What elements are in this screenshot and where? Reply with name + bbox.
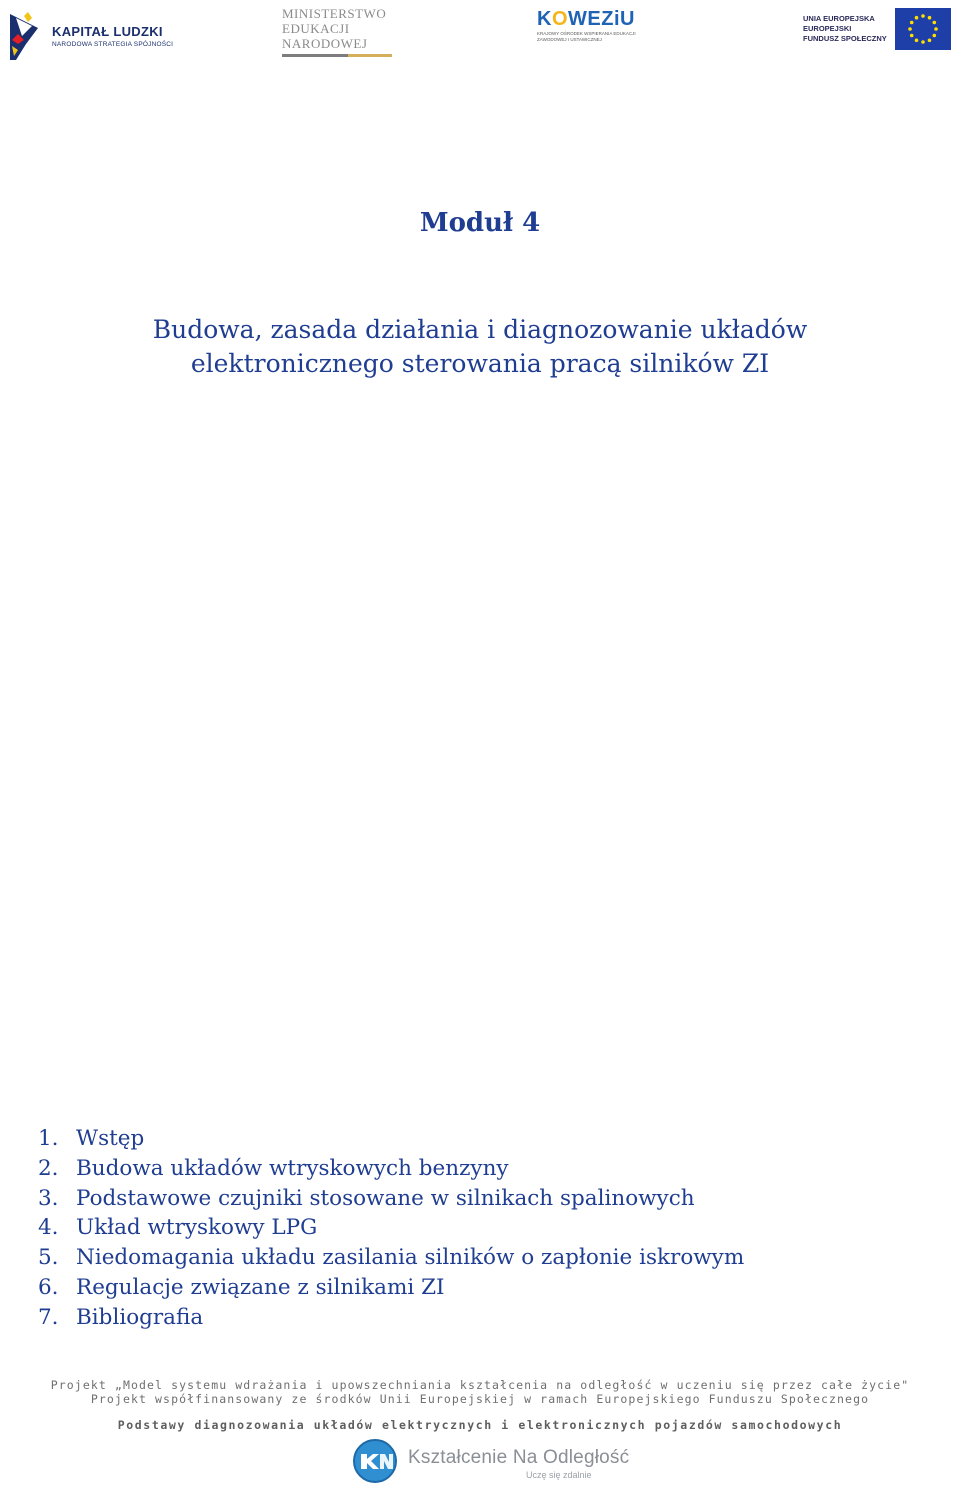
eu-star-icon: [932, 34, 936, 38]
logo-bar: [0, 0, 960, 70]
ministerstwo-logo: [282, 6, 392, 57]
footer-funding-line: Projekt współfinansowany ze środków Unii Europejskiej w ramach Europejskiego Funduszu Społecznego: [90, 1392, 870, 1406]
kapital-ludzki-subtitle: NARODOWA STRATEGIA SPÓJNOŚCI: [52, 41, 174, 48]
eu-star-icon: [932, 21, 936, 25]
eu-star-icon: [927, 16, 931, 20]
unia-europejska-logo: [803, 8, 951, 50]
module-title: Moduł 4: [419, 208, 541, 238]
sun-icon: O: [551, 8, 569, 30]
eu-star-icon: [910, 34, 914, 38]
subtitle-line-1: Budowa, zasada działania i diagnozowanie układów: [152, 315, 808, 344]
toc-label: Niedomagania układu zasilania silników o zapłonie iskrowym: [76, 1245, 745, 1271]
eu-star-icon: [910, 21, 914, 25]
koweziu-letters: WEZiU: [568, 8, 635, 30]
eu-star-icon: [927, 39, 931, 43]
toc-label: Układ wtryskowy LPG: [76, 1215, 318, 1241]
toc-number: 6.: [38, 1274, 59, 1300]
toc-item[interactable]: [38, 1273, 744, 1303]
toc-number: 3.: [38, 1185, 59, 1211]
ministerstwo-line-3: NARODOWEJ: [282, 36, 368, 51]
kno-subtitle: Uczę się zdalnie: [526, 1469, 592, 1480]
toc-item[interactable]: [38, 1184, 744, 1214]
toc-item[interactable]: [38, 1124, 744, 1154]
ministerstwo-underline: [282, 54, 392, 57]
ministerstwo-line-2: EDUKACJI: [282, 21, 350, 36]
toc-number: 1.: [38, 1126, 59, 1151]
toc-item[interactable]: [38, 1213, 744, 1243]
toc-number: 2.: [38, 1155, 59, 1181]
kapital-ludzki-logo: [8, 10, 173, 62]
table-of-contents: [38, 1124, 744, 1333]
kapital-ludzki-title: KAPITAŁ LUDZKI: [52, 24, 163, 39]
kno-logo: [352, 1438, 629, 1488]
toc-label: Regulacje związane z silnikami ZI: [76, 1274, 445, 1300]
eu-star-icon: [921, 40, 925, 44]
koweziu-subtitle: KRAJOWY OŚRODEK WSPIERANIA EDUKACJI ZAWODOWEJ I USTAWICZNEJ: [537, 31, 636, 42]
ministerstwo-line-1: MINISTERSTWO: [282, 6, 387, 21]
toc-number: 4.: [38, 1215, 59, 1241]
ue-line-1: UNIA EUROPEJSKA: [803, 14, 875, 23]
footer-project-line: Projekt „Model systemu wdrażania i upowszechniania kształcenia na odległość w uczeniu się przez całe życie": [50, 1378, 910, 1392]
eu-star-icon: [914, 39, 918, 43]
koweziu-letter-k: K: [537, 8, 552, 30]
eu-star-icon: [934, 27, 938, 31]
kno-title: Kształcenie Na Odległość: [408, 1446, 630, 1468]
ue-line-2: EUROPEJSKI: [803, 24, 852, 33]
eu-star-icon: [921, 14, 925, 18]
toc-label: Bibliografia: [76, 1304, 204, 1330]
toc-number: 7.: [38, 1304, 59, 1330]
koweziu-wordmark: [537, 8, 635, 31]
kapital-ludzki-flag-icon: [8, 10, 42, 62]
toc-number: 5.: [38, 1245, 59, 1271]
toc-label: Budowa układów wtryskowych benzyny: [76, 1155, 509, 1181]
toc-item[interactable]: [38, 1154, 744, 1184]
toc-label: Wstęp: [76, 1126, 145, 1151]
koweziu-logo: [537, 8, 647, 43]
eu-star-icon: [908, 27, 912, 31]
toc-item[interactable]: [38, 1303, 744, 1333]
subtitle-line-2: elektronicznego sterowania pracą silników ZI: [190, 349, 770, 378]
eu-star-icon: [914, 16, 918, 20]
toc-label: Podstawowe czujniki stosowane w silnikach spalinowych: [76, 1185, 695, 1211]
kno-emblem-icon: [352, 1438, 398, 1488]
footer-course-line: Podstawy diagnozowania układów elektrycznych i elektronicznych pojazdów samochodowych: [117, 1418, 843, 1432]
ue-line-3: FUNDUSZ SPOŁECZNY: [803, 34, 887, 43]
eu-flag-icon: [895, 8, 951, 50]
toc-item[interactable]: [38, 1243, 744, 1273]
module-subtitle: [100, 313, 860, 381]
